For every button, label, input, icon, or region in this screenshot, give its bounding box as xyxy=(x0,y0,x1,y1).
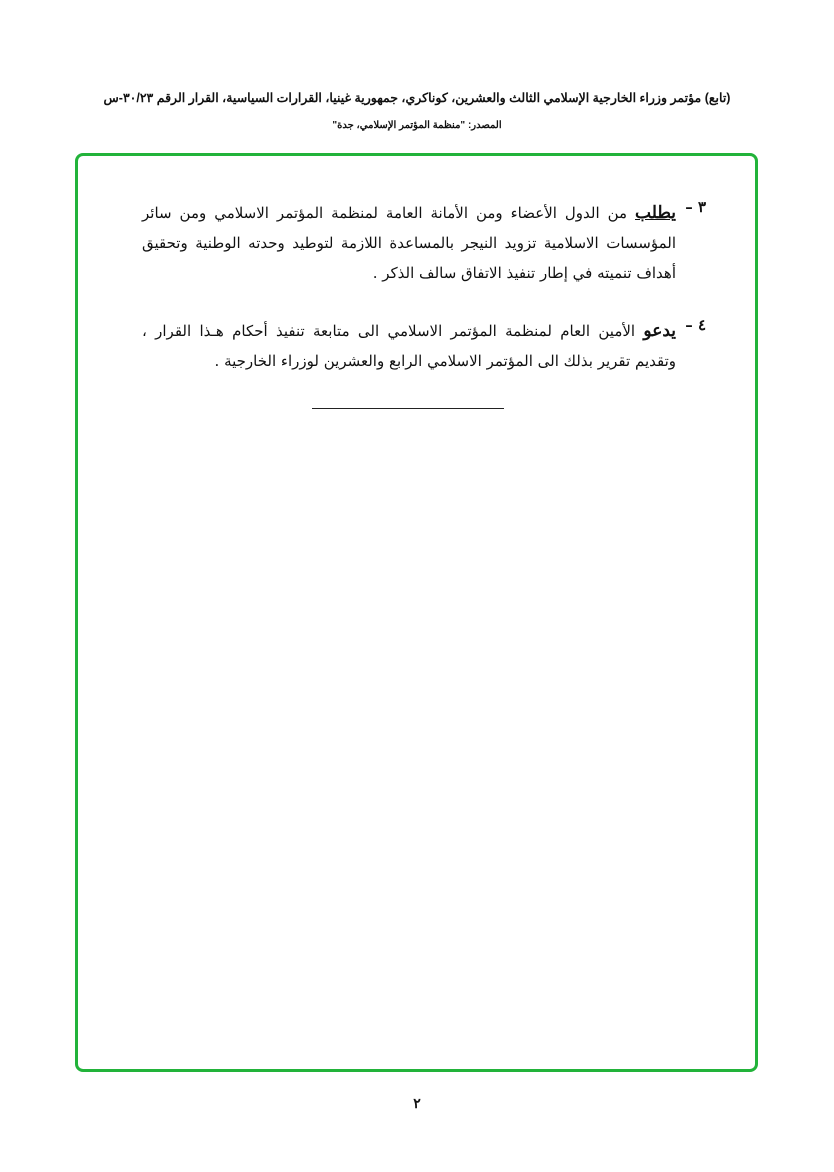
clause-text: الأمين العام لمنظمة المؤتمر الاسلامي الى متابعة تنفيذ أحكام هـذا القرار ، وتقديم تقرير بذلك الى المؤتمر الاسلامي الرابع والعشرين لوزراء الخارجية . xyxy=(142,322,676,370)
end-separator-line xyxy=(312,408,504,409)
clause-number: ٤ – xyxy=(685,316,706,334)
document-source: المصدر: "منظمة المؤتمر الإسلامي، جدة" xyxy=(332,120,502,131)
clause-keyword: يدعو xyxy=(643,321,676,341)
page-number: ٢ xyxy=(413,1096,421,1112)
clause-number: ٣ – xyxy=(685,198,706,216)
content-frame xyxy=(75,153,758,1072)
clause-3 xyxy=(142,198,676,288)
document-header-title: (تابع) مؤتمر وزراء الخارجية الإسلامي الثالث والعشرين، كوناكري، جمهورية غينيا، القرارات السياسية، القرار الرقم ٣٠/٢٣-س xyxy=(103,91,731,105)
clause-4 xyxy=(142,316,676,376)
clause-keyword: يطلب xyxy=(635,203,676,223)
clause-text: من الدول الأعضاء ومن الأمانة العامة لمنظمة المؤتمر الاسلامي ومن سائر المؤسسات الاسلامية تزويد النيجر بالمساعدة اللازمة لتوطيد وحدته الوطنية وتحقيق أهداف تنميته في إطار تنفيذ الاتفاق سالف الذكر . xyxy=(142,204,676,282)
